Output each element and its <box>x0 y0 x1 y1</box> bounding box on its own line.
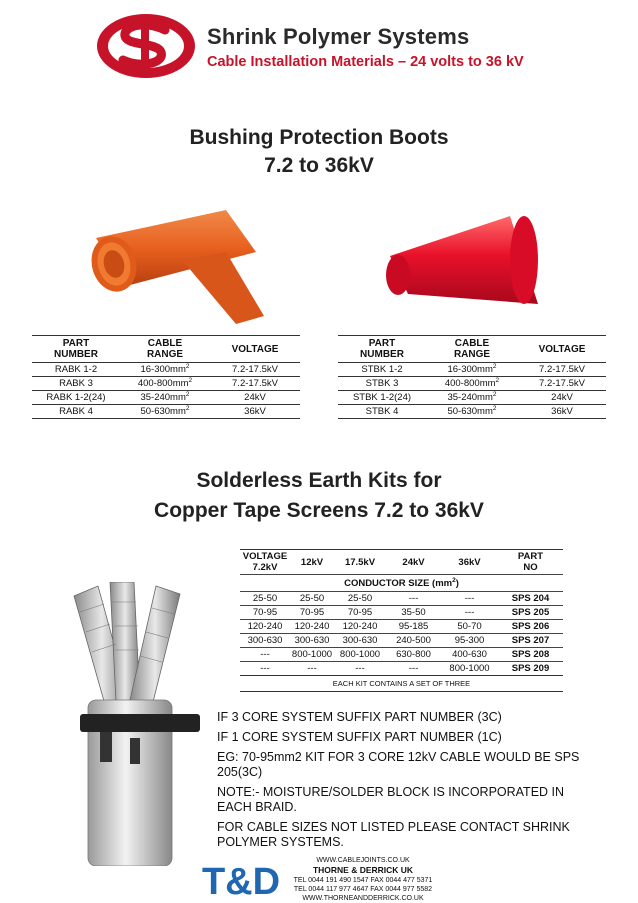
footer-contact <box>288 856 438 903</box>
company-name: Shrink Polymer Systems <box>207 24 470 49</box>
section-title-bushing <box>0 124 638 180</box>
kit-header-part: PART NO <box>498 550 563 575</box>
section-title-line1: Bushing Protection Boots <box>189 126 449 149</box>
table-row: RABK 4 $50-630mm^2$ 36kV <box>32 405 300 419</box>
table-row: 120-240 120-240 120-240 95-185 50-70 SPS 206 <box>240 620 563 634</box>
note-1c: IF 1 CORE SYSTEM SUFFIX PART NUMBER (1C) <box>217 730 502 744</box>
stbk-header-voltage: VOLTAGE <box>518 336 606 363</box>
table-row: 300-630 300-630 300-630 240-500 95-300 SPS 207 <box>240 634 563 648</box>
footer-url2[interactable]: WWW.THORNEANDDERRICK.CO.UK <box>302 895 424 902</box>
note-moisture: NOTE:- MOISTURE/SOLDER BLOCK IS INCORPORATED IN EACH BRAID. <box>217 785 565 814</box>
table-row: 25-50 25-50 25-50 --- --- SPS 204 <box>240 592 563 606</box>
rabk-header-voltage: VOLTAGE <box>210 336 300 363</box>
table-row: RABK 3 $400-800mm^2$ 7.2-17.5kV <box>32 377 300 391</box>
stbk-table <box>338 335 606 419</box>
kit-header-12kv: 12kV <box>290 550 334 575</box>
footer-url[interactable]: WWW.CABLEJOINTS.CO.UK <box>316 857 410 864</box>
footer-phone2: TEL 0044 117 977 4647 FAX 0044 977 5582 <box>293 886 433 893</box>
company-tagline: Cable Installation Materials – 24 volts to 36 kV <box>207 54 524 70</box>
kit-header-17kv: 17.5kV <box>334 550 386 575</box>
table-row: --- --- --- --- 800-1000 SPS 209 <box>240 662 563 676</box>
table-row: RABK 1-2 $16-300mm^2$ 7.2-17.5kV <box>32 363 300 377</box>
kit-header-voltage: VOLTAGE 7.2kV <box>240 550 290 575</box>
note-3c: IF 3 CORE SYSTEM SUFFIX PART NUMBER (3C) <box>217 710 502 724</box>
section-title-line2: Copper Tape Screens 7.2 to 36kV <box>154 499 484 522</box>
rabk-table <box>32 335 300 419</box>
table-row: STBK 3 $400-800mm^2$ 7.2-17.5kV <box>338 377 606 391</box>
table-row: --- 800-1000 800-1000 630-800 400-630 SPS 208 <box>240 648 563 662</box>
section-title-earth-kits <box>0 466 638 526</box>
table-row: STBK 4 $50-630mm^2$ 36kV <box>338 405 606 419</box>
svg-text:T&D: T&D <box>201 861 281 902</box>
td-logo <box>201 854 281 902</box>
table-row: STBK 1-2 $16-300mm^2$ 7.2-17.5kV <box>338 363 606 377</box>
table-row: STBK 1-2(24) $35-240mm^2$ 24kV <box>338 391 606 405</box>
rabk-header-part: PART NUMBER <box>32 336 120 363</box>
section-title-line1: Solderless Earth Kits for <box>196 469 442 492</box>
sps-logo <box>95 10 197 82</box>
header <box>95 10 555 88</box>
kit-footnote: EACH KIT CONTAINS A SET OF THREE <box>240 676 563 692</box>
table-row: RABK 1-2(24) $35-240mm^2$ 24kV <box>32 391 300 405</box>
footer-phone1: TEL 0044 191 490 1547 FAX 0044 477 5371 <box>293 877 433 884</box>
kit-header-36kv: 36kV <box>441 550 498 575</box>
rabk-header-range: CABLE RANGE <box>120 336 210 363</box>
footer-company: THORNE & DERRICK UK <box>312 865 414 875</box>
table-row: 70-95 70-95 70-95 35-50 --- SPS 205 <box>240 606 563 620</box>
stbk-header-range: CABLE RANGE <box>426 336 518 363</box>
note-example: EG: 70-95mm2 KIT FOR 3 CORE 12kV CABLE WOULD BE SPS 205(3C) <box>217 750 580 779</box>
earth-kit-table <box>240 549 563 692</box>
rabk-boot-image <box>86 208 272 326</box>
earth-kit-image <box>60 582 222 866</box>
section-title-line2: 7.2 to 36kV <box>264 154 374 177</box>
kit-header-24kv: 24kV <box>386 550 441 575</box>
notes <box>217 710 597 855</box>
stbk-header-part: PART NUMBER <box>338 336 426 363</box>
note-contact: FOR CABLE SIZES NOT LISTED PLEASE CONTACT SHRINK POLYMER SYSTEMS. <box>217 820 570 849</box>
conductor-size-label: CONDUCTOR SIZE $(mm^2)$ <box>240 575 563 592</box>
